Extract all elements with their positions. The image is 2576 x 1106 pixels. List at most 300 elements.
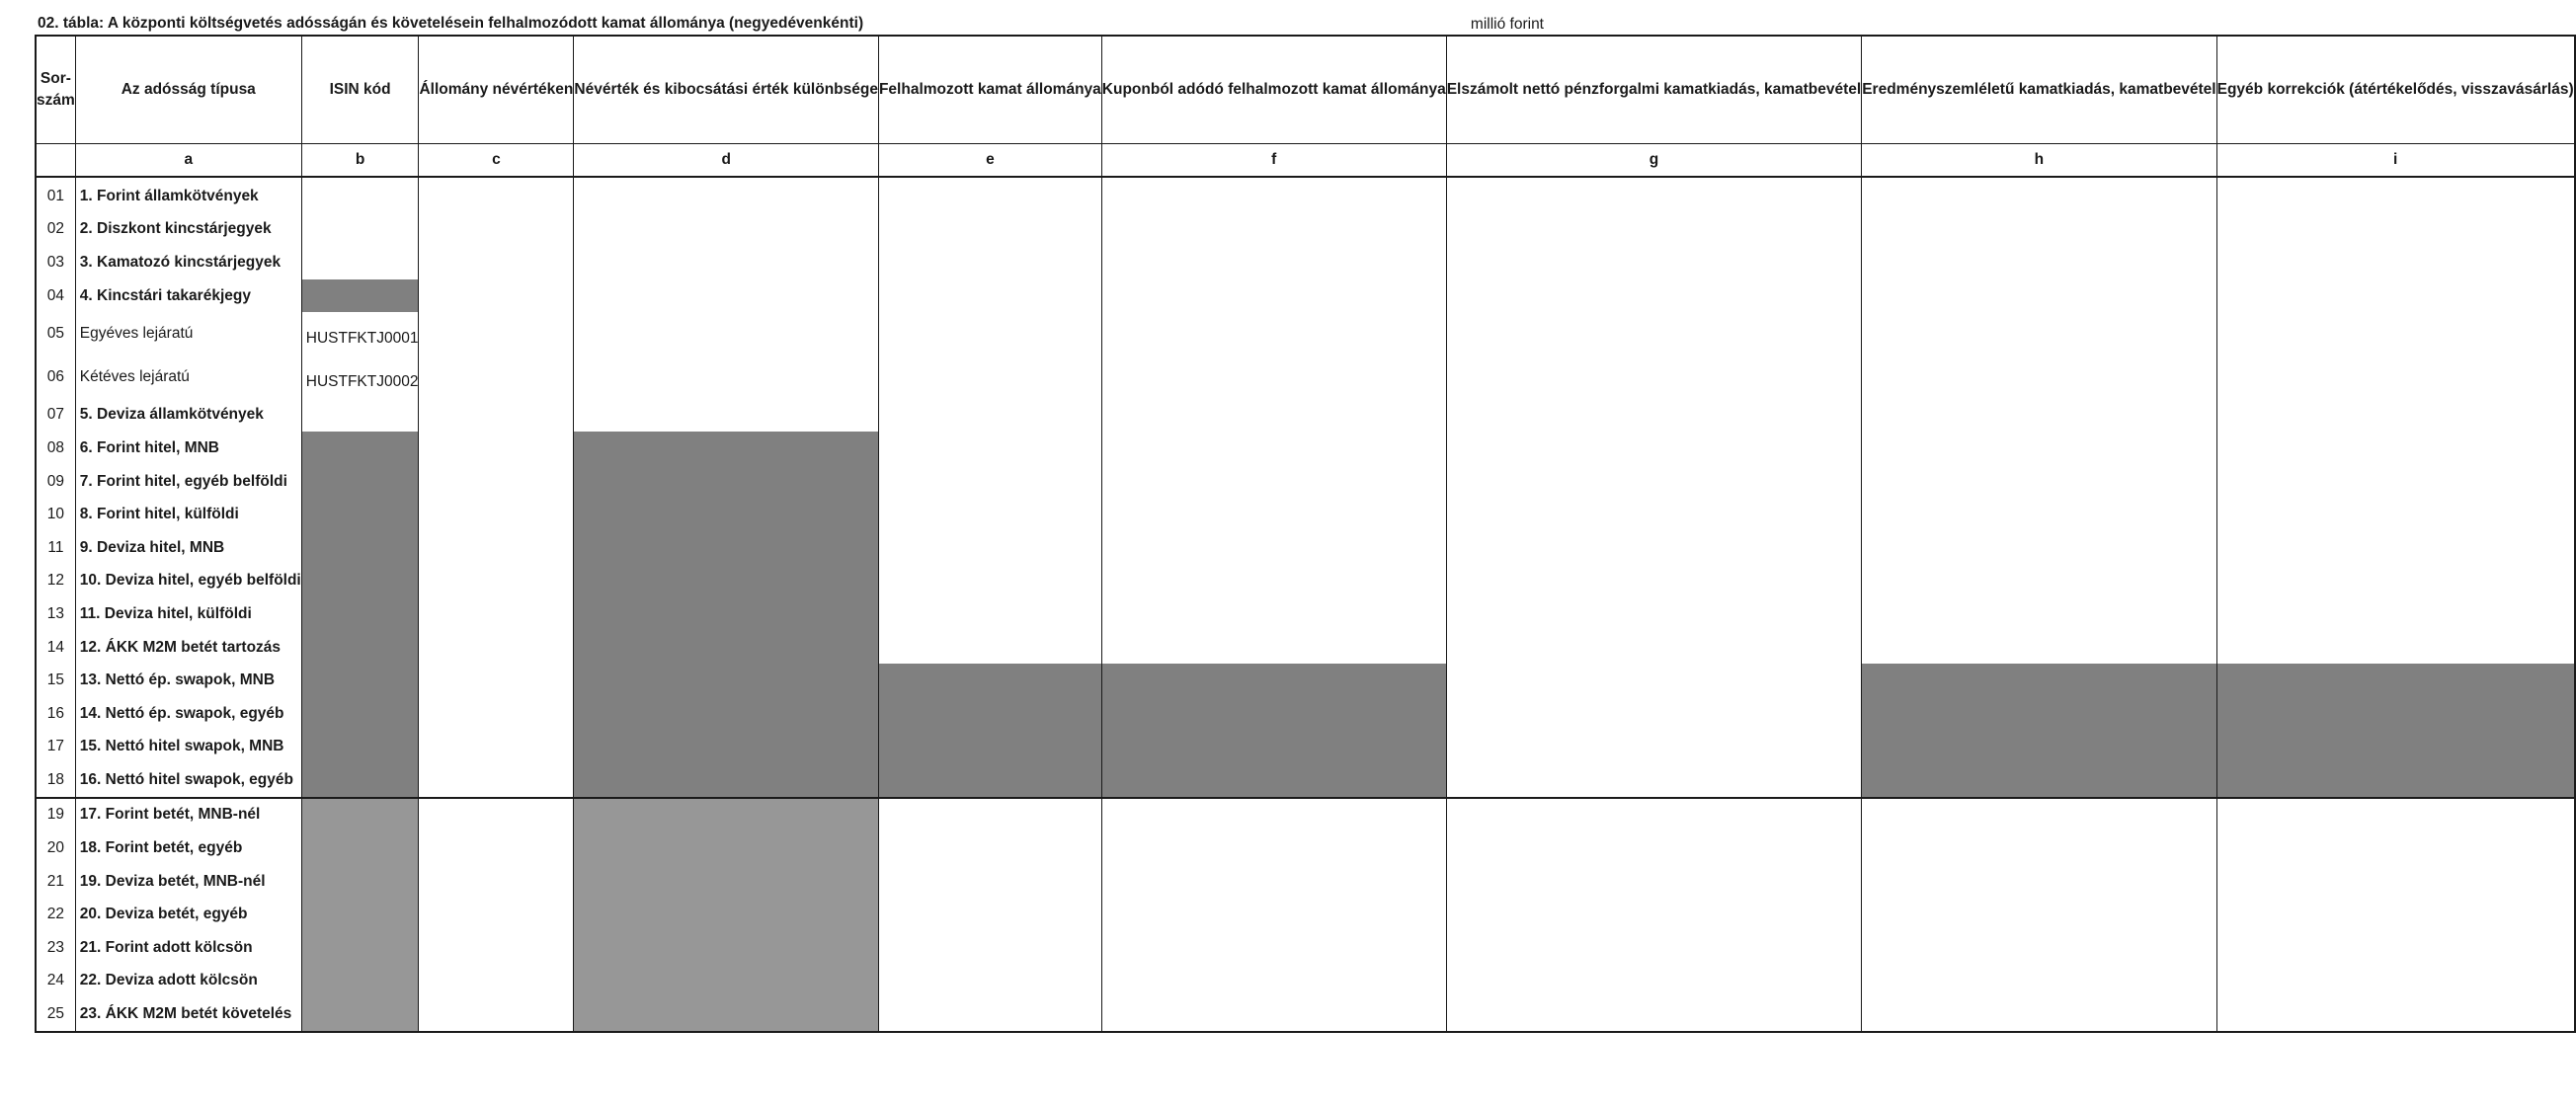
value-cell <box>419 697 574 731</box>
value-cell <box>1446 356 1862 399</box>
row-number: 22 <box>36 898 75 931</box>
debt-type: 6. Forint hitel, MNB <box>75 432 301 465</box>
value-cell <box>878 697 1101 731</box>
value-cell <box>1446 631 1862 665</box>
row-number: 15 <box>36 664 75 697</box>
table-row <box>36 531 2575 565</box>
value-cell <box>878 763 1101 798</box>
row-number: 23 <box>36 931 75 965</box>
value-cell <box>301 965 419 998</box>
column-letter: a <box>75 144 301 178</box>
column-letter: f <box>1101 144 1446 178</box>
value-cell <box>419 865 574 899</box>
header-cell: Kuponból adódó felhalmozott kamat állománya <box>1101 36 1446 144</box>
debt-type: 1. Forint államkötvények <box>75 177 301 213</box>
value-cell <box>1862 465 2216 499</box>
value-cell <box>878 664 1101 697</box>
value-cell <box>419 279 574 313</box>
isin-code: HUSTFKTJ0001 <box>301 312 419 356</box>
value-cell <box>1862 213 2216 247</box>
value-cell <box>2216 631 2575 665</box>
debt-type: 5. Deviza államkötvények <box>75 399 301 433</box>
value-cell <box>2216 731 2575 764</box>
row-number: 10 <box>36 498 75 531</box>
value-cell <box>1446 465 1862 499</box>
value-cell <box>1862 965 2216 998</box>
header-row <box>36 36 2575 144</box>
value-cell <box>1862 399 2216 433</box>
value-cell <box>1446 697 1862 731</box>
value-cell <box>301 565 419 598</box>
column-letter: g <box>1446 144 1862 178</box>
header-cell: Névérték és kibocsátási érték különbsége <box>574 36 879 144</box>
value-cell <box>1446 312 1862 356</box>
value-cell <box>419 399 574 433</box>
column-letter: h <box>1862 144 2216 178</box>
value-cell <box>878 399 1101 433</box>
value-cell <box>301 399 419 433</box>
value-cell <box>301 531 419 565</box>
value-cell <box>301 931 419 965</box>
value-cell <box>419 763 574 798</box>
value-cell <box>574 399 879 433</box>
value-cell <box>2216 831 2575 865</box>
value-cell <box>419 931 574 965</box>
value-cell <box>1101 213 1446 247</box>
value-cell <box>301 898 419 931</box>
value-cell <box>1101 177 1446 213</box>
value-cell <box>419 531 574 565</box>
column-letter: d <box>574 144 879 178</box>
table-row <box>36 631 2575 665</box>
table-row <box>36 432 2575 465</box>
column-letter: c <box>419 144 574 178</box>
value-cell <box>1446 279 1862 313</box>
value-cell <box>301 465 419 499</box>
value-cell <box>301 865 419 899</box>
value-cell <box>1446 399 1862 433</box>
value-cell <box>301 213 419 247</box>
debt-type: 12. ÁKK M2M betét tartozás <box>75 631 301 665</box>
value-cell <box>1101 312 1446 356</box>
debt-type: 7. Forint hitel, egyéb belföldi <box>75 465 301 499</box>
value-cell <box>2216 246 2575 279</box>
value-cell <box>1862 597 2216 631</box>
value-cell <box>1446 931 1862 965</box>
value-cell <box>878 213 1101 247</box>
header-cell: Felhalmozott kamat állománya <box>878 36 1101 144</box>
header-cell: ISIN kód <box>301 36 419 144</box>
unit-label: millió forint <box>1470 16 1544 33</box>
debt-type: 18. Forint betét, egyéb <box>75 831 301 865</box>
value-cell <box>574 731 879 764</box>
row-number: 12 <box>36 565 75 598</box>
value-cell <box>2216 865 2575 899</box>
value-cell <box>1446 965 1862 998</box>
value-cell <box>1862 356 2216 399</box>
value-cell <box>1862 763 2216 798</box>
value-cell <box>574 279 879 313</box>
value-cell <box>1446 177 1862 213</box>
value-cell <box>1446 798 1862 832</box>
value-cell <box>878 531 1101 565</box>
value-cell <box>1101 931 1446 965</box>
value-cell <box>1446 898 1862 931</box>
value-cell <box>419 246 574 279</box>
value-cell <box>2216 432 2575 465</box>
value-cell <box>1101 279 1446 313</box>
value-cell <box>574 213 879 247</box>
row-number: 11 <box>36 531 75 565</box>
debt-type: 15. Nettó hitel swapok, MNB <box>75 731 301 764</box>
value-cell <box>1862 831 2216 865</box>
debt-type: 14. Nettó ép. swapok, egyéb <box>75 697 301 731</box>
value-cell <box>2216 531 2575 565</box>
value-cell <box>2216 312 2575 356</box>
value-cell <box>2216 565 2575 598</box>
table-row <box>36 731 2575 764</box>
value-cell <box>301 664 419 697</box>
value-cell <box>574 798 879 832</box>
value-cell <box>2216 399 2575 433</box>
debt-type: 3. Kamatozó kincstárjegyek <box>75 246 301 279</box>
value-cell <box>1101 246 1446 279</box>
value-cell <box>301 279 419 313</box>
row-number: 24 <box>36 965 75 998</box>
value-cell <box>419 997 574 1032</box>
value-cell <box>1446 565 1862 598</box>
value-cell <box>1101 498 1446 531</box>
value-cell <box>419 465 574 499</box>
value-cell <box>301 597 419 631</box>
value-cell <box>1101 997 1446 1032</box>
value-cell <box>878 798 1101 832</box>
value-cell <box>301 763 419 798</box>
value-cell <box>574 763 879 798</box>
row-number: 06 <box>36 356 75 399</box>
value-cell <box>1446 997 1862 1032</box>
isin-code: HUSTFKTJ0002 <box>301 356 419 399</box>
debt-type: 10. Deviza hitel, egyéb belföldi <box>75 565 301 598</box>
value-cell <box>1101 898 1446 931</box>
value-cell <box>419 664 574 697</box>
value-cell <box>574 597 879 631</box>
value-cell <box>1446 531 1862 565</box>
value-cell <box>1862 565 2216 598</box>
value-cell <box>1101 356 1446 399</box>
value-cell <box>878 356 1101 399</box>
value-cell <box>878 865 1101 899</box>
value-cell <box>1446 831 1862 865</box>
value-cell <box>574 465 879 499</box>
column-letter <box>36 144 75 178</box>
value-cell <box>419 565 574 598</box>
value-cell <box>301 731 419 764</box>
value-cell <box>1862 631 2216 665</box>
value-cell <box>2216 697 2575 731</box>
table-row <box>36 312 2575 356</box>
value-cell <box>419 831 574 865</box>
value-cell <box>878 898 1101 931</box>
value-cell <box>301 177 419 213</box>
value-cell <box>878 597 1101 631</box>
table-row <box>36 697 2575 731</box>
table-row <box>36 177 2575 213</box>
value-cell <box>2216 798 2575 832</box>
debt-type: 16. Nettó hitel swapok, egyéb <box>75 763 301 798</box>
value-cell <box>1101 831 1446 865</box>
value-cell <box>1101 865 1446 899</box>
value-cell <box>2216 931 2575 965</box>
value-cell <box>2216 898 2575 931</box>
value-cell <box>419 597 574 631</box>
value-cell <box>1862 531 2216 565</box>
table-title: 02. tábla: A központi költségvetés adósságán és követelésein felhalmozódott kamat állománya (negyedévenkénti) <box>38 15 864 32</box>
value-cell <box>2216 465 2575 499</box>
value-cell <box>2216 997 2575 1032</box>
value-cell <box>1862 731 2216 764</box>
report-table <box>35 35 2576 1033</box>
value-cell <box>301 631 419 665</box>
value-cell <box>2216 664 2575 697</box>
value-cell <box>574 865 879 899</box>
value-cell <box>1862 498 2216 531</box>
debt-type: Egyéves lejáratú <box>75 312 301 356</box>
debt-type: 17. Forint betét, MNB-nél <box>75 798 301 832</box>
row-number: 20 <box>36 831 75 865</box>
value-cell <box>419 177 574 213</box>
value-cell <box>2216 763 2575 798</box>
value-cell <box>2216 597 2575 631</box>
value-cell <box>2216 965 2575 998</box>
value-cell <box>1101 798 1446 832</box>
value-cell <box>2216 177 2575 213</box>
value-cell <box>878 465 1101 499</box>
value-cell <box>1862 898 2216 931</box>
value-cell <box>1862 312 2216 356</box>
value-cell <box>574 531 879 565</box>
table-row <box>36 565 2575 598</box>
debt-type: 11. Deviza hitel, külföldi <box>75 597 301 631</box>
debt-type: 23. ÁKK M2M betét követelés <box>75 997 301 1032</box>
table-row <box>36 498 2575 531</box>
table-row <box>36 664 2575 697</box>
value-cell <box>878 246 1101 279</box>
value-cell <box>574 831 879 865</box>
value-cell <box>419 798 574 832</box>
table-row <box>36 597 2575 631</box>
table-row <box>36 831 2575 865</box>
value-cell <box>419 312 574 356</box>
value-cell <box>1101 631 1446 665</box>
header-cell: Elszámolt nettó pénzforgalmi kamatkiadás, kamatbevétel <box>1446 36 1862 144</box>
table-row <box>36 931 2575 965</box>
value-cell <box>301 697 419 731</box>
value-cell <box>574 631 879 665</box>
value-cell <box>1446 664 1862 697</box>
value-cell <box>1862 697 2216 731</box>
value-cell <box>1101 697 1446 731</box>
row-number: 02 <box>36 213 75 247</box>
table-row <box>36 865 2575 899</box>
value-cell <box>301 997 419 1032</box>
table-row <box>36 213 2575 247</box>
table-row <box>36 465 2575 499</box>
value-cell <box>419 965 574 998</box>
row-number: 21 <box>36 865 75 899</box>
value-cell <box>574 997 879 1032</box>
value-cell <box>1101 565 1446 598</box>
value-cell <box>301 498 419 531</box>
value-cell <box>419 898 574 931</box>
value-cell <box>1101 731 1446 764</box>
value-cell <box>419 356 574 399</box>
row-number: 17 <box>36 731 75 764</box>
value-cell <box>1446 597 1862 631</box>
row-number: 25 <box>36 997 75 1032</box>
column-letter: i <box>2216 144 2575 178</box>
value-cell <box>1862 798 2216 832</box>
table-row <box>36 399 2575 433</box>
debt-type: Kétéves lejáratú <box>75 356 301 399</box>
debt-type: 19. Deviza betét, MNB-nél <box>75 865 301 899</box>
value-cell <box>1101 597 1446 631</box>
value-cell <box>878 965 1101 998</box>
value-cell <box>1862 246 2216 279</box>
table-row <box>36 356 2575 399</box>
table-row <box>36 965 2575 998</box>
table-row <box>36 798 2575 832</box>
value-cell <box>1446 865 1862 899</box>
table-body <box>36 177 2575 1032</box>
value-cell <box>1101 763 1446 798</box>
value-cell <box>1446 213 1862 247</box>
row-number: 09 <box>36 465 75 499</box>
row-number: 08 <box>36 432 75 465</box>
value-cell <box>301 831 419 865</box>
value-cell <box>1101 531 1446 565</box>
value-cell <box>574 177 879 213</box>
value-cell <box>878 731 1101 764</box>
row-number: 03 <box>36 246 75 279</box>
value-cell <box>574 432 879 465</box>
value-cell <box>1101 664 1446 697</box>
value-cell <box>1862 865 2216 899</box>
debt-type: 20. Deviza betét, egyéb <box>75 898 301 931</box>
debt-type: 13. Nettó ép. swapok, MNB <box>75 664 301 697</box>
value-cell <box>301 798 419 832</box>
column-letter: b <box>301 144 419 178</box>
table-row <box>36 279 2575 313</box>
value-cell <box>1101 465 1446 499</box>
value-cell <box>574 898 879 931</box>
header-cell: Egyéb korrekciók (átértékelődés, visszavásárlás) <box>2216 36 2575 144</box>
value-cell <box>301 432 419 465</box>
table-row <box>36 763 2575 798</box>
value-cell <box>878 312 1101 356</box>
value-cell <box>1101 399 1446 433</box>
value-cell <box>1446 498 1862 531</box>
value-cell <box>574 697 879 731</box>
value-cell <box>419 432 574 465</box>
value-cell <box>2216 498 2575 531</box>
column-letter-row <box>36 144 2575 178</box>
row-number: 13 <box>36 597 75 631</box>
row-number: 18 <box>36 763 75 798</box>
value-cell <box>1862 279 2216 313</box>
debt-type: 2. Diszkont kincstárjegyek <box>75 213 301 247</box>
row-number: 16 <box>36 697 75 731</box>
value-cell <box>1446 731 1862 764</box>
value-cell <box>419 631 574 665</box>
value-cell <box>1101 965 1446 998</box>
debt-type: 4. Kincstári takarékjegy <box>75 279 301 313</box>
value-cell <box>574 356 879 399</box>
value-cell <box>419 213 574 247</box>
value-cell <box>2216 279 2575 313</box>
header-cell: Az adósság típusa <box>75 36 301 144</box>
value-cell <box>574 965 879 998</box>
value-cell <box>1446 246 1862 279</box>
value-cell <box>1862 177 2216 213</box>
value-cell <box>878 498 1101 531</box>
value-cell <box>2216 356 2575 399</box>
value-cell <box>419 731 574 764</box>
value-cell <box>1862 432 2216 465</box>
value-cell <box>1101 432 1446 465</box>
header-cell: Eredményszemléletű kamatkiadás, kamatbevétel <box>1862 36 2216 144</box>
value-cell <box>1862 931 2216 965</box>
value-cell <box>574 246 879 279</box>
value-cell <box>1862 997 2216 1032</box>
row-number: 04 <box>36 279 75 313</box>
debt-type: 21. Forint adott kölcsön <box>75 931 301 965</box>
table-row <box>36 898 2575 931</box>
value-cell <box>878 831 1101 865</box>
value-cell <box>574 931 879 965</box>
row-number: 14 <box>36 631 75 665</box>
value-cell <box>878 279 1101 313</box>
row-number: 07 <box>36 399 75 433</box>
debt-type: 22. Deviza adott kölcsön <box>75 965 301 998</box>
value-cell <box>878 432 1101 465</box>
value-cell <box>574 498 879 531</box>
value-cell <box>878 631 1101 665</box>
value-cell <box>1446 763 1862 798</box>
column-letter: e <box>878 144 1101 178</box>
value-cell <box>878 565 1101 598</box>
table-row <box>36 246 2575 279</box>
row-number: 01 <box>36 177 75 213</box>
value-cell <box>878 997 1101 1032</box>
value-cell <box>574 664 879 697</box>
value-cell <box>1446 432 1862 465</box>
value-cell <box>574 565 879 598</box>
debt-type: 8. Forint hitel, külföldi <box>75 498 301 531</box>
value-cell <box>878 931 1101 965</box>
value-cell <box>878 177 1101 213</box>
value-cell <box>1862 664 2216 697</box>
header-cell: Sor- szám <box>36 36 75 144</box>
header-cell: Állomány névértéken <box>419 36 574 144</box>
row-number: 05 <box>36 312 75 356</box>
value-cell <box>301 246 419 279</box>
value-cell <box>419 498 574 531</box>
value-cell <box>2216 213 2575 247</box>
value-cell <box>574 312 879 356</box>
debt-type: 9. Deviza hitel, MNB <box>75 531 301 565</box>
row-number: 19 <box>36 798 75 832</box>
